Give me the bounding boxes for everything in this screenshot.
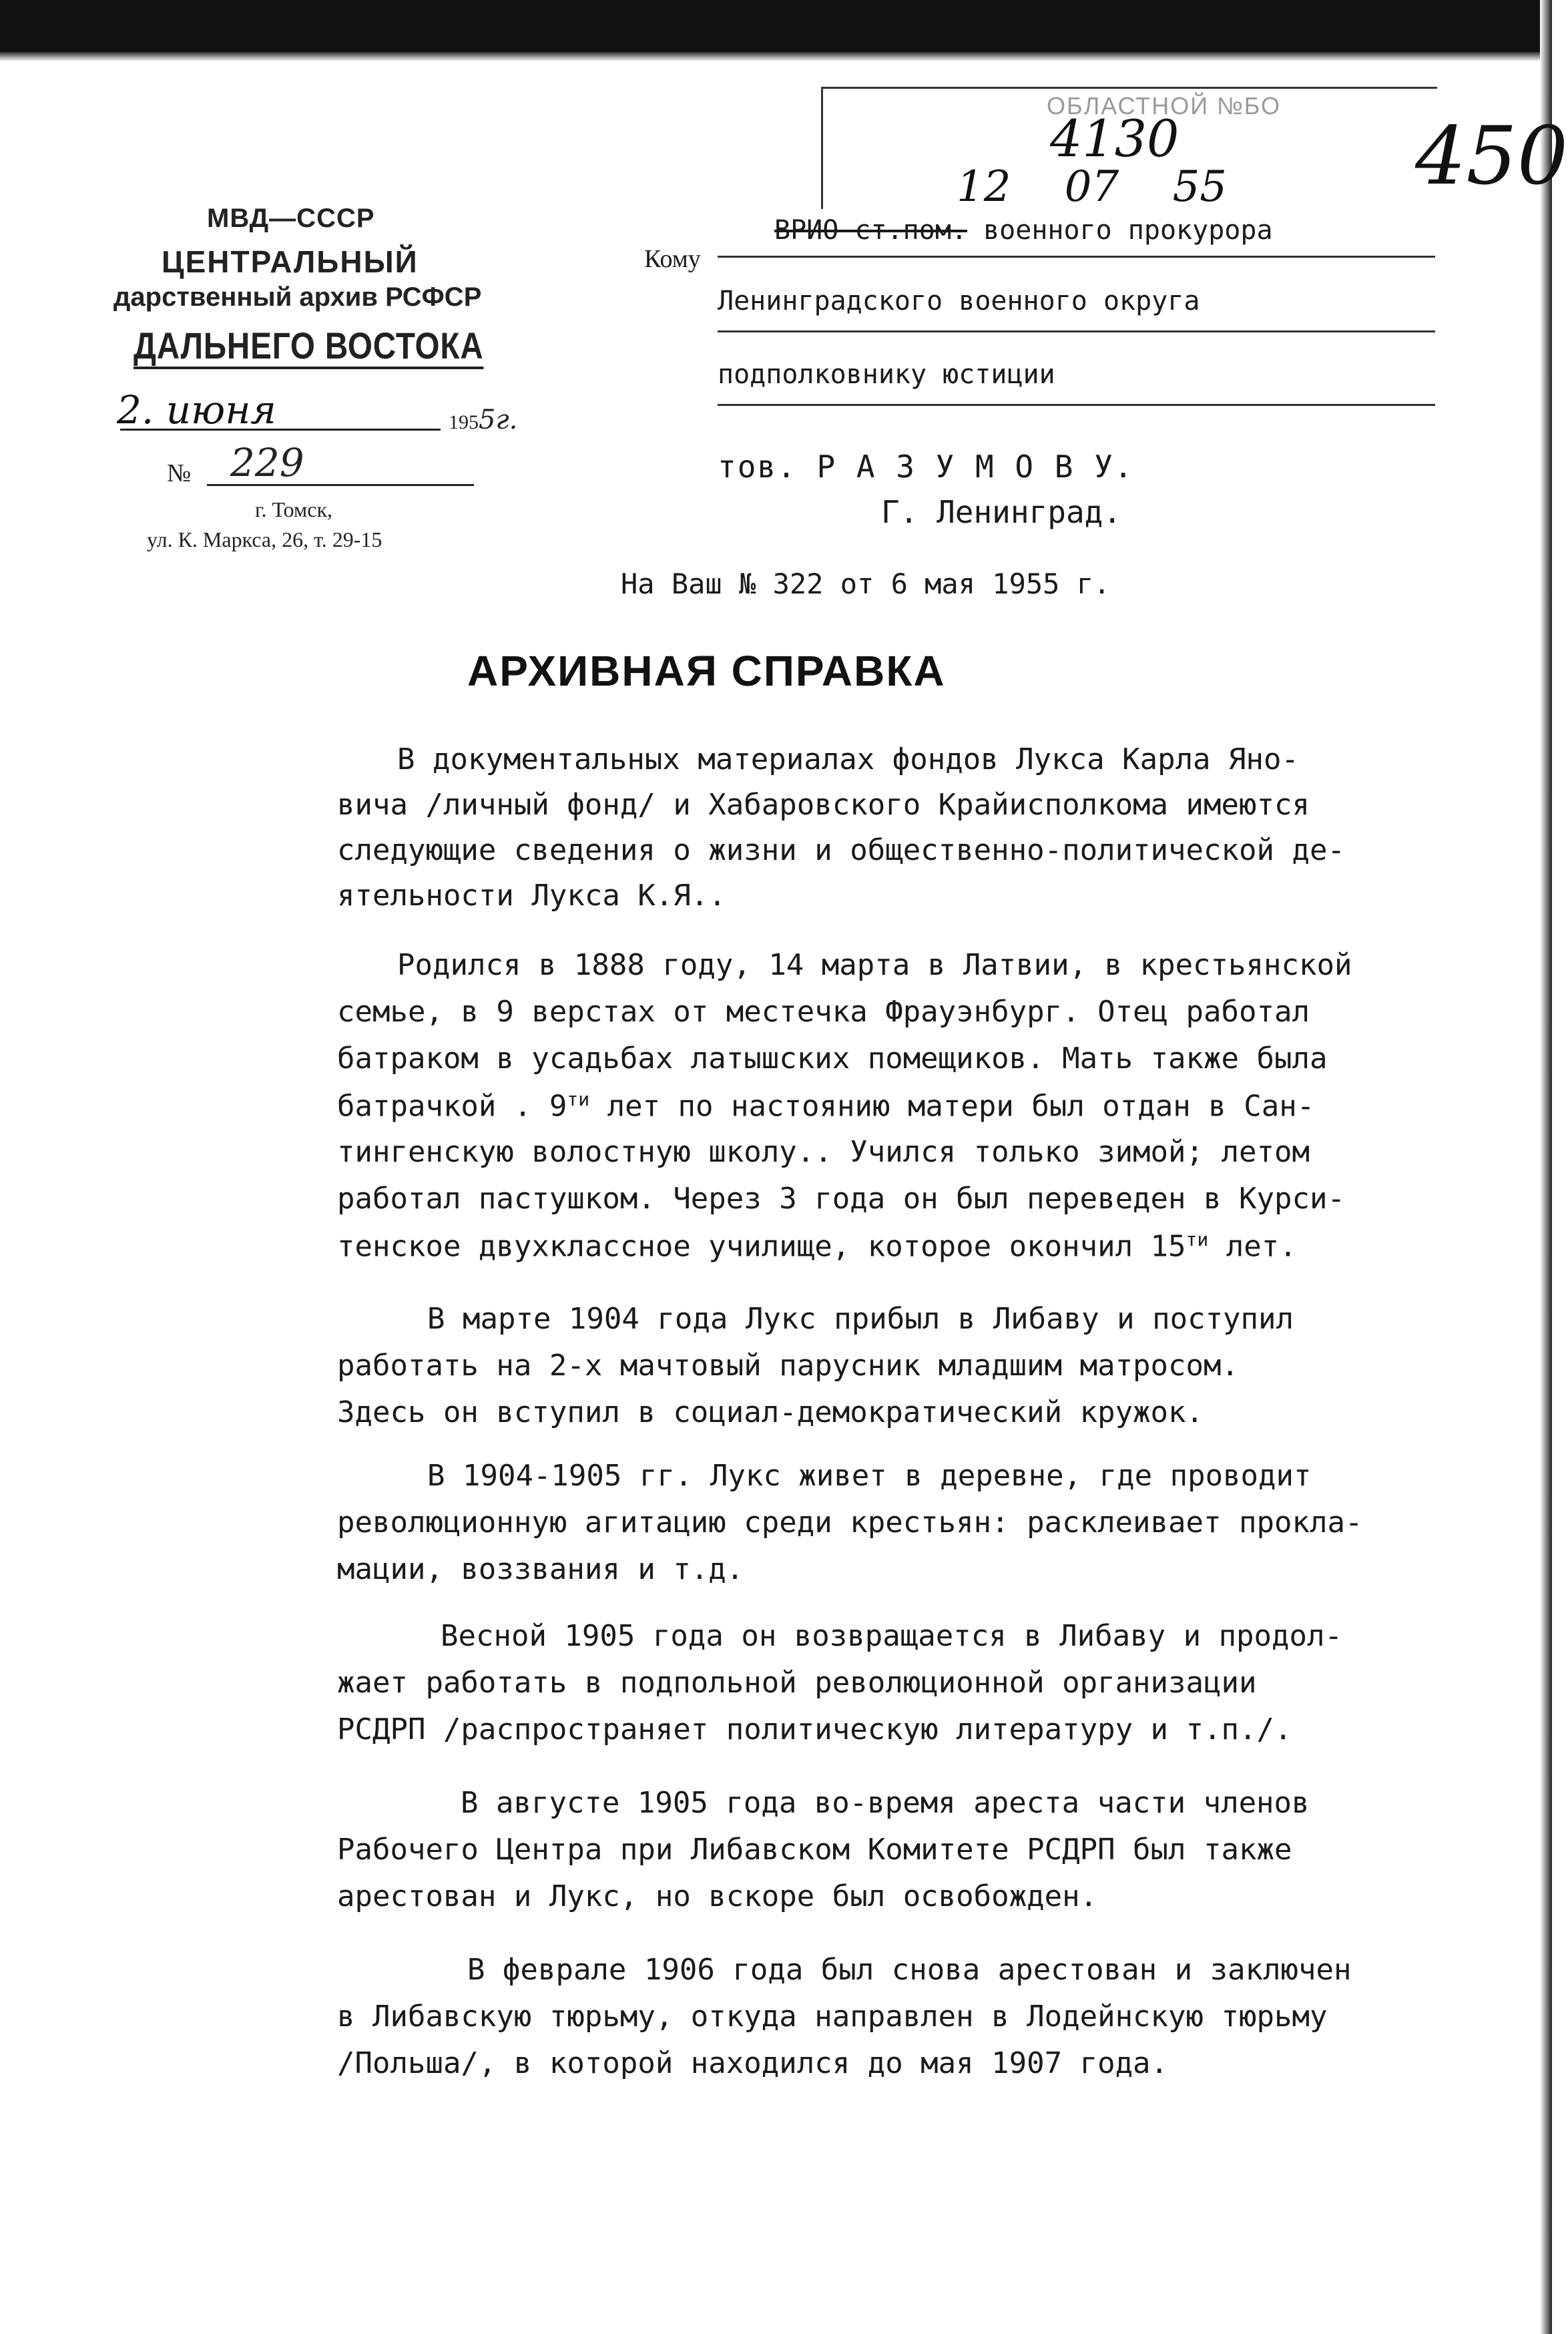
body-line — [337, 1088, 1314, 1124]
registration-number: 4130 — [1050, 109, 1180, 168]
document-title: АРХИВНАЯ СПРАВКА — [467, 647, 946, 695]
stamp-region — [134, 324, 484, 367]
registration-date: 12 07 55 — [957, 162, 1227, 212]
addressee-line2: Ленинградского военного округа — [718, 286, 1200, 316]
body-line: революционную агитацию среди крестьян: расклеивает прокла- — [337, 1505, 1363, 1540]
addressee-name: тов. Р А З У М О В У. — [718, 449, 1134, 485]
registration-faded-stamp: ОБЛАСТНОЙ №БО — [1047, 92, 1281, 120]
body-line: Родился в 1888 году, 14 марта в Латвии, в крестьянской — [397, 948, 1352, 982]
body-text: батрачкой . 9 — [337, 1089, 567, 1124]
body-text: лет по настоянию матери был отдан в Сан- — [589, 1089, 1315, 1124]
body-line: В августе 1905 года во-время ареста части членов — [461, 1786, 1310, 1820]
addressee-city: Г. Ленинград. — [881, 494, 1122, 530]
stamp-date — [107, 387, 574, 434]
registration-box — [821, 87, 1437, 212]
body-line: Весной 1905 года он возвращается в Либаву и продол- — [441, 1619, 1343, 1653]
body-line: батраком в усадьбах латышских помещиков. Мать также была — [337, 1041, 1328, 1076]
stamp-number-label: № — [167, 459, 192, 487]
reference-line: На Ваш № 322 от 6 мая 1955 г. — [621, 567, 1111, 600]
body-line: Рабочего Центра при Либавском Комитете РСДРП был также — [337, 1833, 1292, 1867]
addressee-line3: подполковнику юстиции — [718, 359, 1055, 390]
stamp-central: ЦЕНТРАЛЬНЫЙ — [162, 244, 419, 279]
body-line: в Либавскую тюрьму, откуда направлен в Лодейнскую тюрьму — [337, 2000, 1328, 2034]
addressee-rule-2 — [718, 330, 1435, 332]
stamp-ministry: МВД—СССР — [207, 204, 375, 233]
body-line: следующие сведения о жизни и общественно-политической де- — [337, 833, 1345, 867]
stamp-number-handwritten: 229 — [230, 440, 304, 485]
body-line: работать на 2-х мачтовый парусник младшим матросом. — [337, 1349, 1240, 1383]
body-line: РСДРП /распространяет политическую литературу и т.п./. — [337, 1712, 1292, 1746]
body-line: жает работать в подпольной революционной организации — [337, 1666, 1257, 1700]
body-line: Здесь он вступил в социал-демократический кружок. — [337, 1395, 1204, 1429]
body-line: В марте 1904 года Лукс прибыл в Либаву и поступил — [427, 1302, 1294, 1336]
body-text: лет. — [1208, 1229, 1297, 1264]
registration-pages: 450 — [1415, 110, 1568, 203]
addressee-line1 — [774, 215, 1273, 246]
body-superscript: ти — [567, 1088, 590, 1110]
stamp-address: ул. К. Маркса, 26, т. 29-15 — [147, 527, 382, 551]
addressee-rule-3 — [718, 404, 1435, 406]
body-superscript: ти — [1186, 1228, 1209, 1250]
body-line: мации, воззвания и т.д. — [337, 1552, 744, 1586]
stamp-archive: дарственный архив РСФСР — [113, 282, 482, 312]
stamp-date-rule — [120, 429, 441, 431]
stamp-date-handwritten: 2. июня — [117, 387, 276, 433]
stamp-number-rule — [207, 484, 474, 486]
addressee-struck-title: ВРИО ст.пом. — [774, 215, 967, 246]
stamp-year-prefix: 195 — [449, 411, 479, 433]
scan-edge-shadow — [0, 52, 1552, 61]
body-line: В документальных материалах фондов Лукса Карла Яно- — [397, 742, 1300, 776]
body-line — [337, 1228, 1297, 1264]
scan-edge-top — [0, 0, 1552, 52]
scan-edge-right — [1540, 0, 1552, 2334]
body-line: тингенскую волостную школу.. Учился только зимой; летом — [337, 1135, 1310, 1169]
stamp-year — [449, 405, 517, 435]
body-line: /Польша/, в которой находился до мая 1907 года. — [337, 2046, 1169, 2080]
stamp-year-suffix: 5г. — [479, 405, 518, 435]
body-text: тенское двухклассное училище, которое окончил 15 — [337, 1229, 1186, 1264]
stamp-region-text: ДАЛЬНЕГО ВОСТОКА — [134, 324, 484, 369]
body-line: В 1904-1905 гг. Лукс живет в деревне, где проводит — [427, 1459, 1312, 1493]
addressee-rule-1 — [718, 256, 1435, 258]
body-line: ятельности Лукса К.Я.. — [337, 879, 726, 913]
body-line: вича /личный фонд/ и Хабаровского Крайисполкома имеются — [337, 788, 1310, 822]
body-line: В феврале 1906 года был снова арестован и заключен — [467, 1953, 1352, 1987]
komu-label: Кому — [644, 245, 701, 273]
body-line: семье, в 9 верстах от местечка Фрауэнбург. Отец работал — [337, 995, 1310, 1029]
body-line: арестован и Лукс, но вскоре был освобожден. — [337, 1879, 1098, 1913]
body-line: работал пастушком. Через 3 года он был переведен в Курси- — [337, 1182, 1345, 1216]
stamp-city: г. Томск, — [255, 497, 333, 521]
stamp-number — [167, 440, 567, 491]
addressee-line1-rest: военного прокурора — [967, 215, 1273, 246]
